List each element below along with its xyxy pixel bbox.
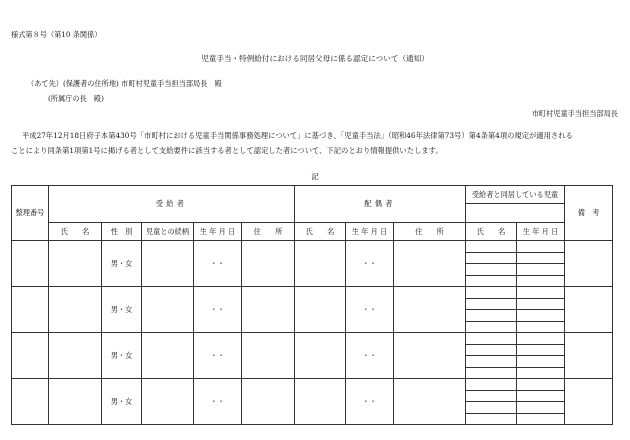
child-name-cell[interactable] [466, 379, 517, 391]
spouse-address-header: 住 所 [394, 223, 466, 241]
spouse-group-header: 配偶者 [295, 186, 466, 223]
spouse-birthdate-cell[interactable]: ・・ [346, 379, 394, 425]
recipient-sex-cell[interactable]: 男・女 [102, 333, 142, 379]
child-name-cell[interactable] [466, 344, 517, 356]
remarks-cell[interactable] [565, 333, 613, 379]
child-name-cell[interactable] [466, 310, 517, 322]
registration-number-cell[interactable] [12, 379, 49, 425]
registration-number-header: 整理番号 [12, 186, 49, 241]
recipient-relation-cell[interactable] [142, 379, 194, 425]
remarks-cell[interactable] [565, 287, 613, 333]
child-birthdate-cell[interactable] [517, 321, 565, 333]
registration-number-cell[interactable] [12, 241, 49, 287]
recipient-address-header: 住 所 [242, 223, 295, 241]
child-name-cell[interactable] [466, 333, 517, 345]
child-name-cell[interactable] [466, 402, 517, 414]
recipient-relation-cell[interactable] [142, 241, 194, 287]
recipient-birthdate-cell[interactable]: ・・ [194, 287, 242, 333]
spouse-birthdate-cell[interactable]: ・・ [346, 333, 394, 379]
spouse-address-cell[interactable] [394, 379, 466, 425]
remarks-header: 備 考 [565, 186, 613, 241]
recipient-info-table [11, 185, 613, 425]
recipient-group-header: 受給者 [49, 186, 295, 223]
child-birthdate-cell[interactable] [517, 344, 565, 356]
child-name-cell[interactable] [466, 298, 517, 310]
child-birthdate-cell[interactable] [517, 264, 565, 276]
child-name-cell[interactable] [466, 356, 517, 368]
child-birthdate-cell[interactable] [517, 379, 565, 391]
recipient-relation-cell[interactable] [142, 333, 194, 379]
spouse-address-cell[interactable] [394, 333, 466, 379]
spouse-name-cell[interactable] [295, 333, 346, 379]
child-birthdate-cell[interactable] [517, 413, 565, 425]
recipient-name-cell[interactable] [49, 287, 102, 333]
cohabiting-child-group-header: 受給者と同居している児童 [466, 186, 565, 204]
document-title: 児童手当・特例給付における同居父母に係る認定について（通知） [201, 54, 429, 63]
recipient-name-cell[interactable] [49, 379, 102, 425]
child-birthdate-cell[interactable] [517, 356, 565, 368]
spouse-address-cell[interactable] [394, 241, 466, 287]
child-name-cell[interactable] [466, 252, 517, 264]
recipient-address-cell[interactable] [242, 241, 295, 287]
spouse-birthdate-cell[interactable]: ・・ [346, 241, 394, 287]
recipient-address-cell[interactable] [242, 333, 295, 379]
ki-heading: 記 [311, 172, 319, 181]
registration-number-cell[interactable] [12, 287, 49, 333]
addressee-line-1: （あて先）(保護者の住所地) 市町村児童手当担当部局長 殿 [27, 79, 222, 88]
child-birthdate-cell[interactable] [517, 287, 565, 299]
table-row [12, 287, 613, 299]
recipient-relation-header: 児童との続柄 [142, 223, 194, 241]
child-birthdate-cell[interactable] [517, 390, 565, 402]
recipient-name-cell[interactable] [49, 241, 102, 287]
recipient-birthdate-cell[interactable]: ・・ [194, 241, 242, 287]
child-birthdate-cell[interactable] [517, 252, 565, 264]
child-name-cell[interactable] [466, 390, 517, 402]
body-paragraph-line-1: 平成27年12月18日府子本第430号「市町村における児童手当関係事務処理について」に基づき、「児童手当法」（昭和46年法律第73号）第4条第4項の規定が適用される [22, 131, 573, 140]
recipient-sex-cell[interactable]: 男・女 [102, 287, 142, 333]
child-birthdate-cell[interactable] [517, 402, 565, 414]
child-name-header: 氏 名 [466, 223, 517, 241]
child-name-cell[interactable] [466, 275, 517, 287]
sender-name: 市町村児童手当担当部局長 [531, 109, 618, 118]
table-row [12, 379, 613, 391]
table-row [12, 241, 613, 253]
child-birthdate-cell[interactable] [517, 333, 565, 345]
spouse-birthdate-cell[interactable]: ・・ [346, 287, 394, 333]
recipient-birthdate-cell[interactable]: ・・ [194, 379, 242, 425]
recipient-address-cell[interactable] [242, 287, 295, 333]
registration-number-cell[interactable] [12, 333, 49, 379]
child-name-cell[interactable] [466, 367, 517, 379]
recipient-birthdate-header: 生 年 月 日 [194, 223, 242, 241]
recipient-address-cell[interactable] [242, 379, 295, 425]
spouse-address-cell[interactable] [394, 287, 466, 333]
recipient-sex-header: 性 別 [102, 223, 142, 241]
child-name-cell[interactable] [466, 264, 517, 276]
child-name-cell[interactable] [466, 241, 517, 253]
child-birthdate-cell[interactable] [517, 241, 565, 253]
form-number: 様式第８号（第10 条関係） [11, 30, 102, 39]
recipient-birthdate-cell[interactable]: ・・ [194, 333, 242, 379]
recipient-sex-cell[interactable]: 男・女 [102, 241, 142, 287]
child-birthdate-cell[interactable] [517, 367, 565, 379]
addressee-line-2: (所属庁の長 殿) [48, 94, 104, 103]
child-name-cell[interactable] [466, 287, 517, 299]
child-birthdate-cell[interactable] [517, 310, 565, 322]
recipient-relation-cell[interactable] [142, 287, 194, 333]
cohabiting-child-header-spacer [466, 204, 565, 223]
recipient-name-header: 氏 名 [49, 223, 102, 241]
child-birthdate-cell[interactable] [517, 275, 565, 287]
recipient-name-cell[interactable] [49, 333, 102, 379]
spouse-name-cell[interactable] [295, 287, 346, 333]
table-row [12, 333, 613, 345]
body-paragraph-line-2: ことにより同条第1項第1号に掲げる者として支給要件に該当する者として認定した者について、下記のとおり情報提供いたします。 [11, 146, 443, 155]
remarks-cell[interactable] [565, 379, 613, 425]
child-name-cell[interactable] [466, 413, 517, 425]
spouse-name-cell[interactable] [295, 379, 346, 425]
spouse-birthdate-header: 生 年 月 日 [346, 223, 394, 241]
child-birthdate-header: 生 年 月 日 [517, 223, 565, 241]
spouse-name-cell[interactable] [295, 241, 346, 287]
child-birthdate-cell[interactable] [517, 298, 565, 310]
remarks-cell[interactable] [565, 241, 613, 287]
recipient-sex-cell[interactable]: 男・女 [102, 379, 142, 425]
spouse-name-header: 氏 名 [295, 223, 346, 241]
child-name-cell[interactable] [466, 321, 517, 333]
